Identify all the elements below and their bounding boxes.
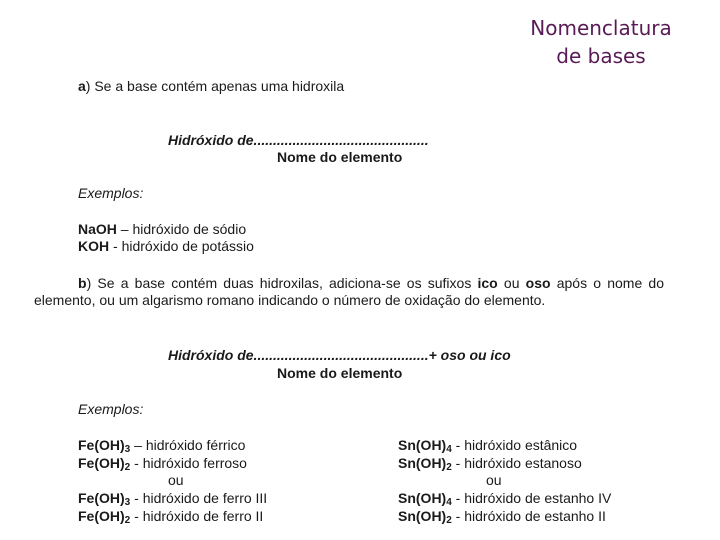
- section-a-examples-heading: Exemplos:: [78, 185, 144, 201]
- example-separator: -: [130, 455, 143, 471]
- suffix-oso: oso: [525, 275, 551, 291]
- section-a-text: ) Se a base contém apenas uma hidroxila: [85, 78, 345, 94]
- example-separator: -: [451, 455, 465, 471]
- section-a-formula-line: Hidróxido de.............................................: [168, 132, 429, 148]
- suffix-ico: ico: [477, 275, 498, 291]
- example-name: hidróxido de sódio: [132, 221, 247, 237]
- example-row: [398, 490, 611, 507]
- example-name: hidróxido de potássio: [121, 238, 254, 254]
- section-b-text-post: após o nome do elemento, ou um algarismo romano indicando o número de oxidação do elemento.: [34, 275, 664, 308]
- section-a-heading: [78, 78, 344, 95]
- example-formula: $Fe(OH)_3$: [78, 490, 131, 508]
- example-row: [78, 455, 247, 472]
- or-label: ou: [168, 472, 184, 488]
- section-b-letter: b: [78, 275, 87, 291]
- example-separator: -: [451, 508, 465, 524]
- example-separator: -: [451, 437, 465, 453]
- example-formula: $Sn(OH)_4$: [398, 437, 452, 455]
- example-formula: NaOH: [78, 221, 117, 237]
- example-formula: $Fe(OH)_2$: [78, 455, 131, 473]
- slide-title-line2: de bases: [556, 44, 646, 68]
- example-name: hidróxido estanoso: [464, 455, 582, 471]
- example-formula: $Fe(OH)_2$: [78, 508, 131, 526]
- example-row: [398, 455, 582, 472]
- example-separator: –: [116, 221, 133, 237]
- example-row: [78, 437, 245, 454]
- example-row: [398, 508, 606, 525]
- section-b-text-pre: ) Se a base contém duas hidroxilas, adiciona-se os sufixos: [86, 275, 478, 291]
- example-name: hidróxido de ferro II: [142, 508, 264, 524]
- example-row: [78, 221, 246, 238]
- example-row: [78, 238, 254, 255]
- example-formula: $Sn(OH)_4$: [398, 490, 452, 508]
- section-b-formula-line: Hidróxido de.............................................+ oso ou ico: [168, 347, 511, 363]
- example-formula: $Sn(OH)_2$: [398, 508, 452, 526]
- example-name: hidróxido de ferro III: [142, 490, 268, 506]
- section-b-examples-heading: Exemplos:: [78, 401, 144, 417]
- example-formula: $Sn(OH)_2$: [398, 455, 452, 473]
- section-b-formula-sub: Nome do elemento: [277, 365, 403, 381]
- example-name: hidróxido de estanho II: [464, 508, 606, 524]
- section-b-text-or: ou: [497, 275, 526, 291]
- example-name: hidróxido estânico: [464, 437, 578, 453]
- example-row: [78, 490, 267, 507]
- example-name: hidróxido ferroso: [142, 455, 247, 471]
- example-separator: -: [130, 508, 143, 524]
- section-a-letter: a: [78, 78, 86, 94]
- section-a-formula-sub: Nome do elemento: [277, 149, 403, 165]
- example-row: [78, 508, 263, 525]
- example-formula: KOH: [78, 238, 110, 254]
- example-name: hidróxido de estanho IV: [464, 490, 612, 506]
- or-label: ou: [486, 472, 502, 488]
- example-separator: -: [109, 238, 122, 254]
- example-separator: -: [451, 490, 465, 506]
- example-formula: $Fe(OH)_3$: [78, 437, 131, 455]
- slide-title-line1: Nomenclatura: [530, 16, 672, 40]
- section-b-paragraph: [34, 275, 664, 309]
- example-separator: -: [130, 490, 143, 506]
- example-separator: –: [130, 437, 146, 453]
- example-name: hidróxido férrico: [145, 437, 246, 453]
- slide-title: [516, 14, 686, 70]
- example-row: [398, 437, 577, 454]
